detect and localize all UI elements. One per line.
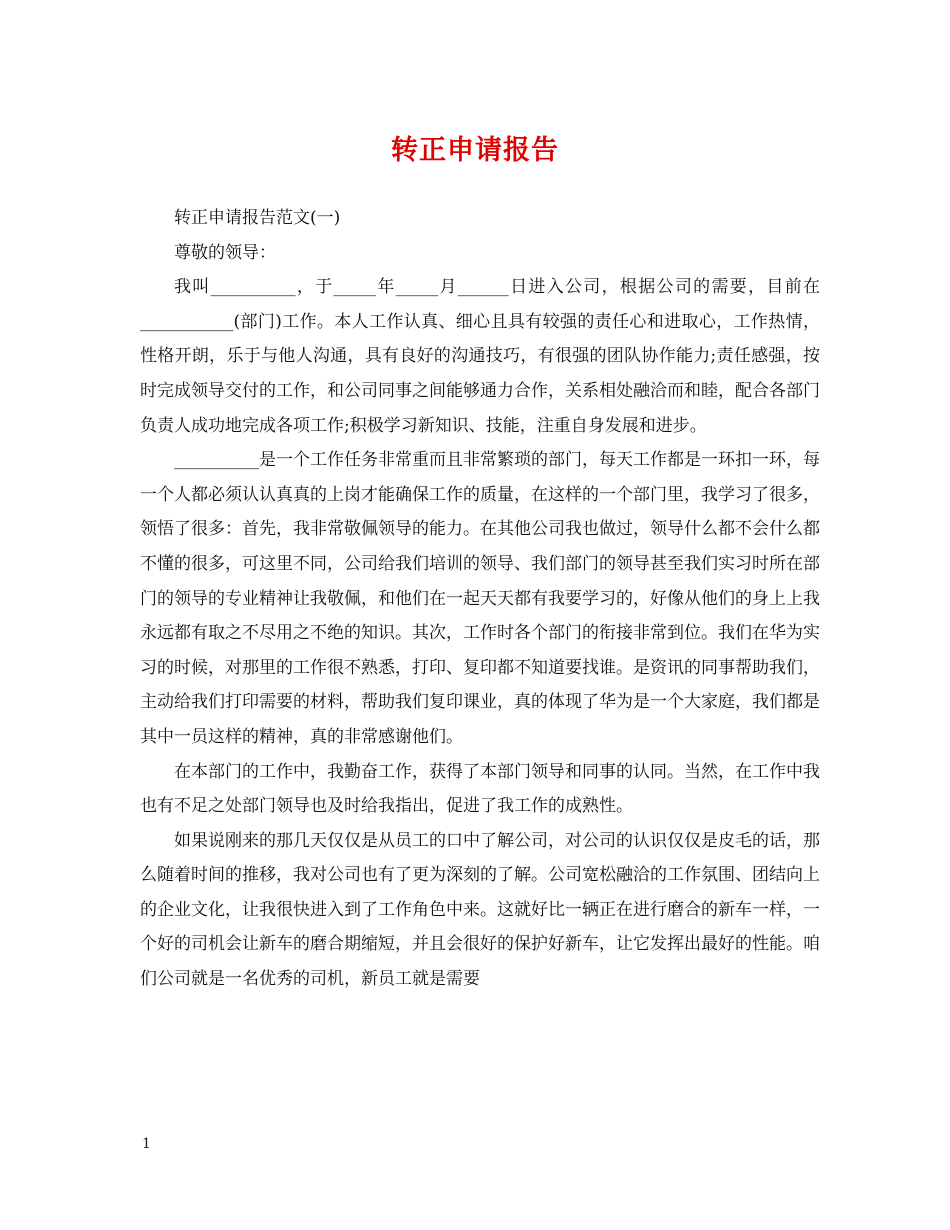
section-heading: 转正申请报告范文(一) bbox=[174, 208, 341, 228]
page-number: 1 bbox=[142, 1136, 151, 1152]
paragraph-company-understanding: 如果说刚来的那几天仅仅是从员工的口中了解公司，对公司的认识仅仅是皮毛的话，那么随着时间的推移，我对公司也有了更为深刻的了解。公司宽松融洽的工作氛围、团结向上的企业文化，让我很快进入到了工作角色中来。这就好比一辆正在进行磨合的新车一样，一个好的司机会让新车的磨合期缩短，并且会很好的保护好新车，让它发挥出最好的性能。咱们公司就是一名优秀的司机，新员工就是需要 bbox=[140, 830, 820, 990]
document-body bbox=[140, 201, 820, 997]
paragraph-recognition: 在本部门的工作中，我勤奋工作，获得了本部门领导和同事的认同。当然，在工作中我也有不足之处部门领导也及时给我指出，促进了我工作的成熟性。 bbox=[140, 761, 820, 817]
document-title: 转正申请报告 bbox=[391, 135, 559, 166]
paragraph-introduction: 我叫__________，于_____年_____月______日进入公司，根据公司的需要，目前在___________(部门)工作。本人工作认真、细心且具有较强的责任心和进取心，工作热情，性格开朗，乐于与他人沟通，具有良好的沟通技巧，有很强的团队协作能力;责任感强，按时完成领导交付的工作，和公司同事之间能够通力合作，关系相处融洽而和睦，配合各部门负责人成功地完成各项工作;积极学习新知识、技能，注重自身发展和进步。 bbox=[140, 277, 820, 436]
paragraph-department: __________是一个工作任务非常重而且非常繁琐的部门，每天工作都是一环扣一环，每一个人都必须认认真真的上岗才能确保工作的质量，在这样的一个部门里，我学习了很多，领悟了很多：首先，我非常敬佩领导的能力。在其他公司我也做过，领导什么都不会什么都不懂的很多，可这里不同，公司给我们培训的领导、我们部门的领导甚至我们实习时所在部门的领导的专业精神让我敬佩，和他们在一起天天都有我要学习的，好像从他们的身上上我永远都有取之不尽用之不绝的知识。其次，工作时各个部门的衔接非常到位。我们在华为实习的时候，对那里的工作很不熟悉，打印、复印都不知道要找谁。是资讯的同事帮助我们，主动给我们打印需要的材料，帮助我们复印课业，真的体现了华为是一个大家庭，我们都是其中一员这样的精神，真的非常感谢他们。 bbox=[140, 450, 820, 747]
salutation: 尊敬的领导： bbox=[174, 242, 276, 263]
